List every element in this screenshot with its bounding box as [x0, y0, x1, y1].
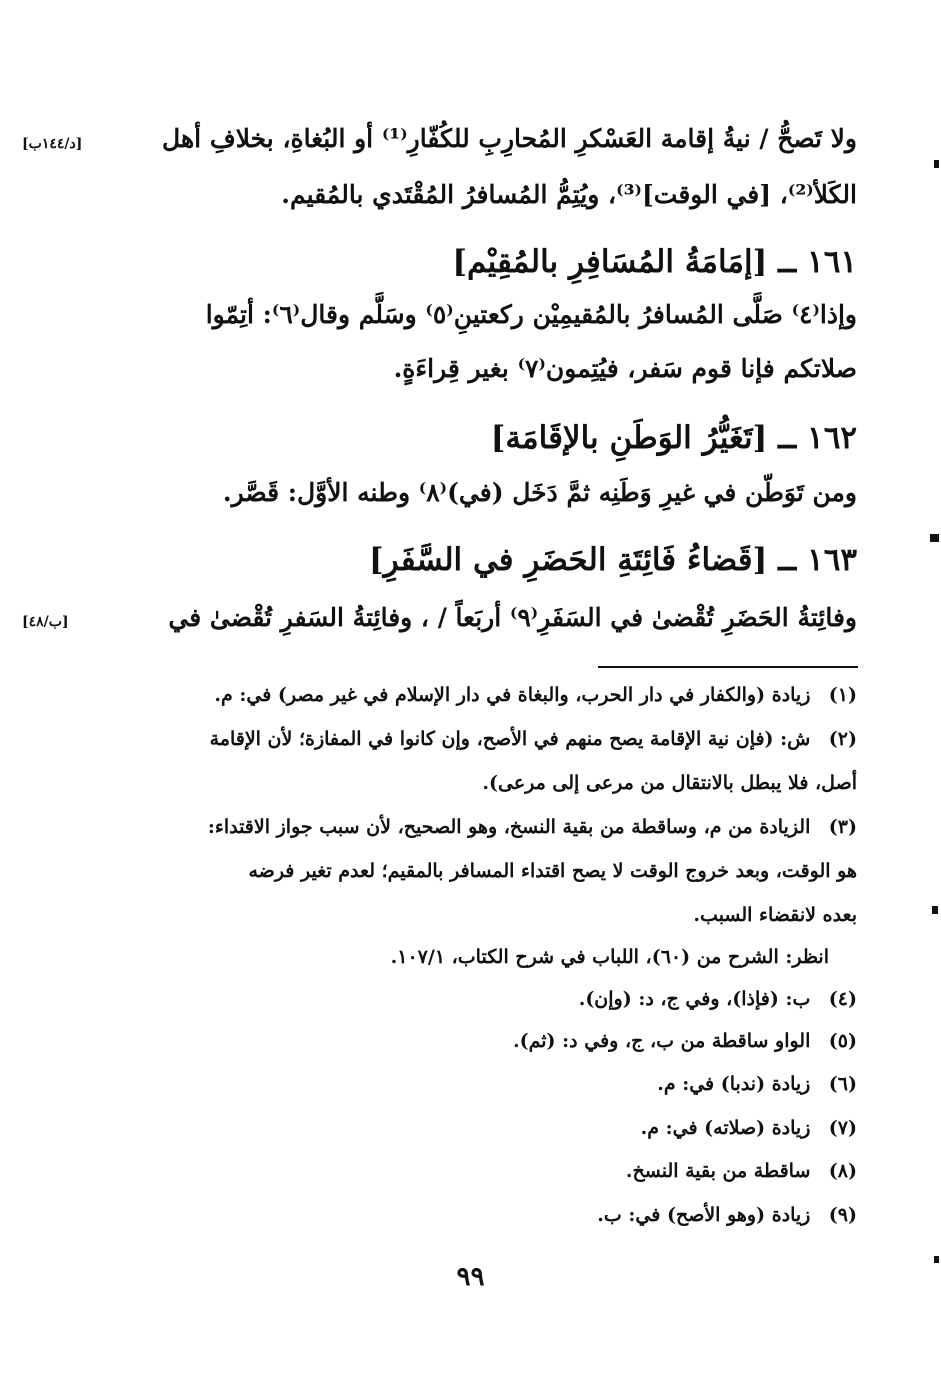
- heading-163: ١٦٣ ــ [قَضاءُ فَائِتَةِ الحَضَرِ في السَّفَرِ]: [368, 542, 857, 578]
- heading-162: ١٦٢ ــ [تَغَيُّرُ الوَطَنِ بالإقَامَة]: [490, 420, 857, 456]
- footnote-9: [597, 1204, 857, 1226]
- footnote-number: (٤): [828, 988, 857, 1010]
- body-line-1: ولا تَصحُّ / نيةُ إقامة العَسْكرِ المُحارِبِ للكُفّارِ⁽¹⁾ أو البُغاةِ، بخلافِ أهل: [162, 124, 857, 153]
- footnote-text: الواو ساقطة من ب، ج، وفي د: (ثم).: [513, 1030, 811, 1052]
- footnote-text: زيادة (ندبا) في: م.: [657, 1073, 811, 1095]
- footnote-number: (٨): [828, 1160, 857, 1182]
- scan-edge-mark: [930, 534, 939, 542]
- body-line-5: ومن تَوَطّن في غيرِ وَطَنِه ثمَّ دَخَل (في)⁽٨⁾ وطنه الأوَّل: قَصَّر.: [222, 478, 857, 507]
- page-number: ٩٩: [456, 1262, 485, 1292]
- footnote-number: (١): [828, 684, 857, 706]
- footnote-3: [208, 816, 857, 838]
- footnote-text: زيادة (وهو الأصح) في: ب.: [597, 1204, 811, 1226]
- body-line-2: الكَلأ⁽²⁾، [في الوقت]⁽³⁾، ويُتِمُّ المُسافرُ المُقْتَدي بالمُقيم.: [281, 180, 857, 209]
- footnote-number: (٦): [828, 1073, 857, 1095]
- footnote-separator: [598, 666, 858, 668]
- body-line-4: صلاتكم فإنا قوم سَفر، فيُتِمون⁽٧⁾ بغير قِراءَةٍ.: [393, 354, 857, 383]
- footnote-text: زيادة (والكفار في دار الحرب، والبغاة في دار الإسلام في غير مصر) في: م.: [214, 684, 811, 706]
- footnote-number: (٩): [828, 1204, 857, 1226]
- footnote-2-continued: أصل، فلا يبطل بالانتقال من مرعى إلى مرعى).: [482, 772, 857, 794]
- footnote-number: (٥): [828, 1030, 857, 1052]
- scan-edge-mark: [934, 1256, 939, 1263]
- footnote-7: [641, 1117, 857, 1139]
- footnote-text: ب: (فإذا)، وفي ج، د: (وإن).: [578, 988, 811, 1010]
- footnote-1: [214, 684, 857, 706]
- footnote-text: زيادة (صلاته) في: م.: [640, 1117, 811, 1139]
- footnote-6: [657, 1073, 857, 1095]
- footnote-3-continued: بعده لانقضاء السبب.: [693, 904, 857, 926]
- body-line-6: وفائِتةُ الحَضَرِ تُقْضىٰ في السَفَرِ⁽٩⁾ أربَعاً / ، وفائِتةُ السَفرِ تُقْضىٰ في: [168, 603, 857, 632]
- footnote-number: (٧): [828, 1117, 857, 1139]
- footnote-5: [513, 1030, 857, 1052]
- scan-edge-mark: [932, 906, 938, 914]
- footnote-text: ش: (فإن نية الإقامة يصح منهم في الأصح، وإن كانوا في المفازة؛ لأن الإقامة: [209, 728, 811, 750]
- footnote-number: (٢): [828, 728, 857, 750]
- footnote-text: الزيادة من م، وساقطة من بقية النسخ، وهو الصحيح، لأن سبب جواز الاقتداء:: [207, 816, 811, 838]
- footnote-text: ساقطة من بقية النسخ.: [625, 1160, 811, 1182]
- scan-edge-mark: [934, 160, 939, 168]
- footnote-number: (٣): [828, 816, 857, 838]
- footnote-2: [210, 728, 857, 750]
- footnote-3-continued: هو الوقت، وبعد خروج الوقت لا يصح اقتداء المسافر بالمقيم؛ لعدم تغير فرضه: [248, 860, 857, 882]
- footnote-4: [579, 988, 857, 1010]
- body-line-3: وإذا⁽٤⁾ صَلَّى المُسافرُ بالمُقيمِيْن ركعتينِ⁽٥⁾ وسَلَّم وقال⁽٦⁾: أتِمّوا: [205, 300, 857, 329]
- footnote-3-reference: انظر: الشرح من (٦٠)، اللباب في شرح الكتاب، ١٠٧/١.: [390, 946, 829, 968]
- heading-161: ١٦١ ــ [إمَامَةُ المُسَافِرِ بالمُقِيْم]: [452, 244, 857, 280]
- footnote-8: [626, 1160, 857, 1182]
- margin-note-manuscript-b: [ب/٤٨]: [22, 614, 69, 630]
- margin-note-manuscript-d: [د/١٤٤ب]: [22, 136, 83, 152]
